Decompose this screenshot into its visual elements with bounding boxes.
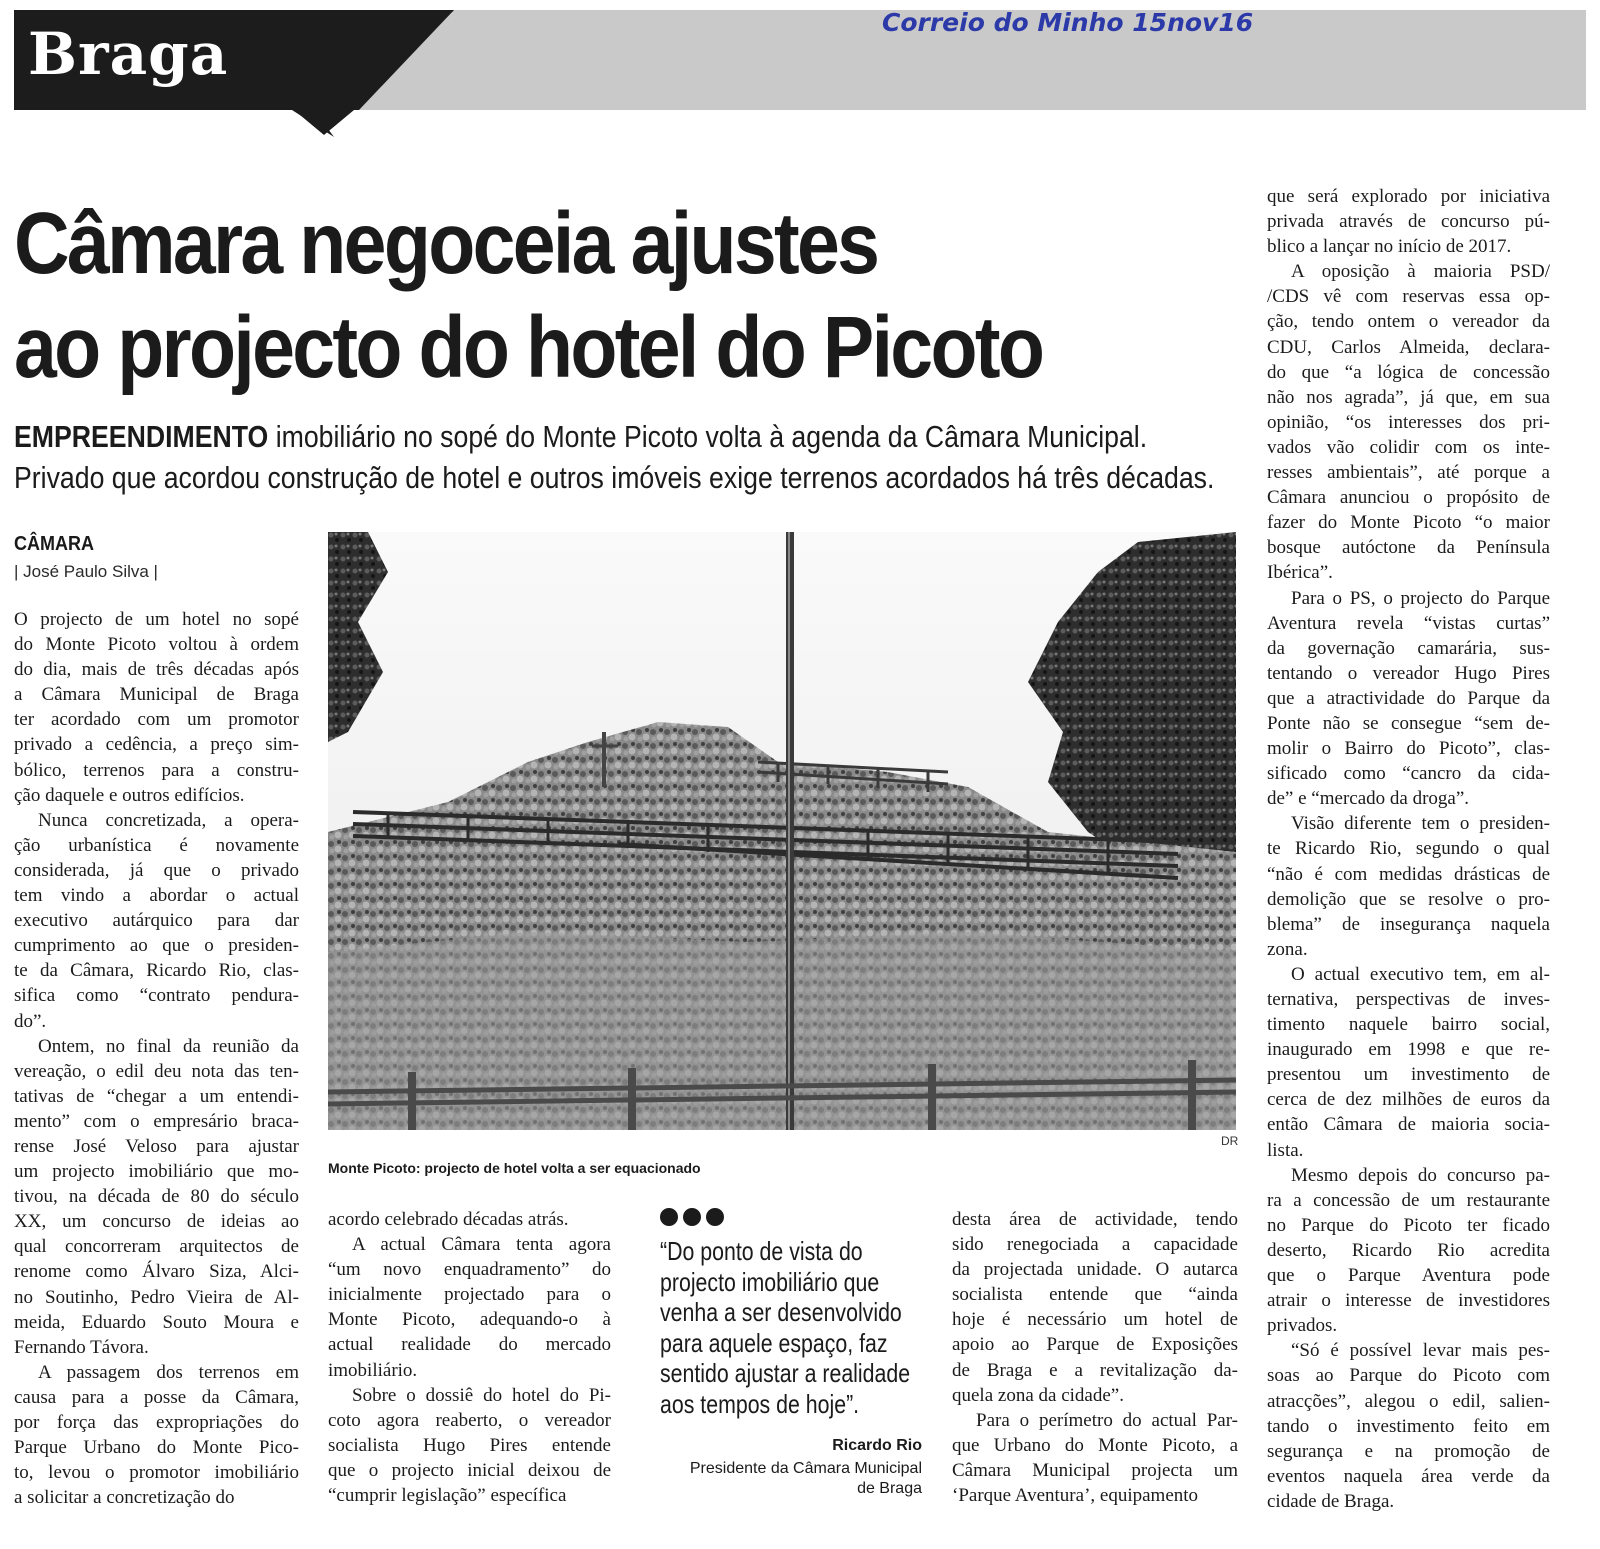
quote-role-line: Presidente da Câmara Municipal: [689, 1460, 922, 1477]
text-line: Visão diferente tem o presiden-: [1291, 813, 1550, 835]
headline: [14, 192, 1129, 400]
text-line: bosque autóctone da Península: [1267, 537, 1550, 559]
text-line: Fernando Távora.: [14, 1336, 149, 1358]
paragraph: [1267, 962, 1550, 1163]
text-line: quela zona da cidade”.: [952, 1384, 1124, 1406]
text-line: privada através de concurso pú-: [1267, 211, 1550, 233]
body-column-5: [1267, 184, 1550, 1514]
text-line: apoio ao Parque de Exposições: [952, 1334, 1238, 1356]
text-line: zona.: [1267, 938, 1308, 960]
text-line: CDU, Carlos Almeida, declara-: [1267, 336, 1550, 358]
text-line: XX, um concurso de ideias ao: [14, 1211, 299, 1233]
paragraph: [952, 1408, 1238, 1508]
lead: [14, 416, 1215, 498]
text-line: “não é com medidas drásticas de: [1267, 863, 1550, 885]
text-line: fazer do Monte Picoto “o maior: [1267, 512, 1550, 534]
paragraph: [328, 1207, 611, 1232]
text-line: blema” de insegurança naquela: [1267, 913, 1550, 935]
text-line: sificado como “cancro da cida-: [1267, 763, 1550, 785]
text-line: ção urbanística é novamente: [14, 834, 299, 856]
quote-line: projecto imobiliário que: [660, 1266, 880, 1297]
text-line: opinião, “os interesses dos pri-: [1267, 411, 1550, 433]
text-line: bólico, terrenos para a constru-: [14, 759, 299, 781]
text-line: soas ao Parque do Picoto com: [1267, 1365, 1550, 1387]
text-line: da governação camarária, sus-: [1267, 637, 1550, 659]
paragraph: [1267, 1163, 1550, 1339]
text-line: cerca de dez milhões de euros da: [1267, 1089, 1550, 1111]
text-line: deserto, Ricardo Rio acredita: [1267, 1239, 1550, 1261]
text-line: “um novo enquadramento” do: [328, 1259, 611, 1281]
text-line: demolição que se resolve o pro-: [1267, 888, 1550, 910]
lead-line-1: [14, 416, 1201, 457]
text-line: tentando o vereador Hugo Pires: [1267, 662, 1550, 684]
paragraph: [14, 1034, 299, 1360]
text-line: Aventura revela “vistas curtas”: [1267, 612, 1550, 634]
text-line: timento naquele bairro social,: [1267, 1014, 1550, 1036]
text-line: Ponte não se consegue “sem de-: [1267, 712, 1550, 734]
quote-line: aos tempos de hoje”.: [660, 1388, 860, 1419]
photo-credit: DR: [1221, 1134, 1239, 1148]
source-note: Correio do Minho 15nov16: [882, 8, 1254, 37]
text-line: tem vindo a abordar o actual: [14, 885, 299, 907]
body-column-1: [14, 607, 299, 1510]
text-line: inicialmente projectado para o: [328, 1284, 611, 1306]
text-line: a Câmara Municipal de Braga: [14, 684, 299, 706]
quote-dots-icon: [660, 1208, 729, 1231]
text-line: no Parque do Picoto ter ficado: [1267, 1214, 1550, 1236]
text-line: um projecto imobiliário que mo-: [14, 1161, 299, 1183]
text-line: que Urbano do Monte Picoto, a: [952, 1434, 1238, 1456]
text-line: imobiliário.: [328, 1359, 418, 1381]
author-byline: | José Paulo Silva |: [14, 562, 158, 581]
text-line: do Monte Picoto voltou à ordem: [14, 634, 299, 656]
text-line: que o Parque Aventura pode: [1267, 1265, 1550, 1287]
text-line: ternativa, perspectivas de inves-: [1267, 989, 1550, 1010]
paragraph: [1267, 184, 1550, 259]
text-line: meida, Eduardo Souto Moura e: [14, 1311, 299, 1333]
paragraph: [328, 1383, 611, 1508]
section-tag: CÂMARA: [14, 533, 95, 555]
text-line: sido renegociada a capacidade: [952, 1234, 1238, 1256]
text-line: causa para a posse da Câmara,: [14, 1386, 299, 1408]
text-line: Parque Urbano do Monte Pico-: [14, 1437, 299, 1459]
lead-line-2: Privado que acordou construção de hotel e outros imóveis exige terrenos acordados há três décadas.: [14, 460, 1215, 495]
text-line: A actual Câmara tenta agora: [352, 1234, 611, 1256]
text-line: executivo autárquico para dar: [14, 910, 299, 932]
text-line: a solicitar a concretização do: [14, 1487, 235, 1509]
text-line: Nunca concretizada, a opera-: [38, 809, 299, 831]
text-line: ter acordado com um promotor: [14, 709, 299, 731]
text-line: do que “a lógica de concessão: [1267, 361, 1550, 383]
text-line: da projectada unidade. O autarca: [952, 1259, 1238, 1281]
text-line: por força das expropriações do: [14, 1412, 299, 1433]
text-line: socialista entende que “ainda: [952, 1284, 1238, 1306]
text-line: qual concorreram arquitectos de: [14, 1236, 299, 1258]
text-line: A oposição à maioria PSD/: [1291, 261, 1550, 283]
text-line: lista.: [1267, 1139, 1304, 1161]
text-line: to, levou o promotor imobiliário: [14, 1462, 299, 1484]
text-line: que a atractividade do Parque da: [1267, 687, 1550, 709]
text-line: Mesmo depois do concurso pa-: [1291, 1164, 1550, 1186]
quote-author-name: Ricardo Rio: [832, 1437, 922, 1454]
paragraph: [328, 1232, 611, 1383]
paragraph: [14, 1360, 299, 1511]
headline-line-1: Câmara negoceia ajustes: [14, 195, 878, 292]
text-line: atrair o interesse de investidores: [1267, 1290, 1550, 1312]
text-line: renome como Álvaro Siza, Alci-: [14, 1261, 299, 1283]
photo-caption: Monte Picoto: projecto de hotel volta a ser equacionado: [328, 1160, 701, 1176]
text-line: inaugurado em 1998 e que re-: [1267, 1039, 1550, 1061]
pull-quote: [660, 1236, 911, 1419]
text-line: cidade de Braga.: [1267, 1490, 1395, 1512]
text-line: segurança e na promoção de: [1267, 1440, 1550, 1462]
lead-text-1: imobiliário no sopé do Monte Picoto volta à agenda da Câmara Municipal.: [275, 419, 1148, 454]
quote-line: “Do ponto de vista do: [660, 1236, 863, 1266]
text-line: rense José Veloso para ajustar: [14, 1135, 299, 1157]
body-column-4: [952, 1207, 1238, 1508]
body-column-2: [328, 1207, 611, 1508]
text-line: O projecto de um hotel no sopé: [14, 609, 299, 630]
text-line: Ontem, no final da reunião da: [38, 1035, 299, 1057]
text-line: mento” com o empresário braca-: [14, 1110, 299, 1132]
text-line: privados.: [1267, 1315, 1338, 1337]
text-line: eventos naquela área verde da: [1267, 1465, 1550, 1487]
text-line: que será explorado por iniciativa: [1267, 186, 1550, 207]
text-line: tivou, na década de 80 do século: [14, 1186, 299, 1208]
text-line: atracções”, alegou o edil, salien-: [1267, 1390, 1550, 1412]
text-line: socialista Hugo Pires entende: [328, 1434, 611, 1456]
lead-kicker: EMPREENDIMENTO: [14, 419, 269, 454]
text-line: Câmara anunciou o propósito de: [1267, 487, 1550, 509]
text-line: desta área de actividade, tendo: [952, 1209, 1238, 1230]
paragraph: [14, 808, 299, 1034]
text-line: Para o perímetro do actual Par-: [976, 1409, 1238, 1431]
text-line: te Ricardo Rio, segundo o qual: [1267, 838, 1550, 860]
text-line: privado a cedência, a preço sim-: [14, 734, 299, 756]
text-line: A passagem dos terrenos em: [38, 1361, 299, 1383]
text-line: molir o Bairro do Picoto”, clas-: [1267, 738, 1550, 760]
quote-line: venha a ser desenvolvido: [660, 1297, 902, 1327]
paragraph: [1267, 811, 1550, 962]
article-photo: [328, 532, 1236, 1130]
text-line: /CDS vê com reservas essa op-: [1267, 286, 1550, 308]
paragraph: [952, 1207, 1238, 1408]
text-line: Sobre o dossiê do hotel do Pi-: [352, 1384, 611, 1406]
text-line: blico a lançar no início de 2017.: [1267, 236, 1512, 258]
text-line: que o projecto inicial deixou de: [328, 1459, 611, 1481]
text-line: coto agora reaberto, o vereador: [328, 1409, 611, 1431]
text-line: ção, tendo ontem o vereador da: [1267, 311, 1550, 333]
quote-line: sentido ajustar a realidade: [660, 1358, 911, 1388]
text-line: resses ambientais”, até porque a: [1267, 462, 1550, 484]
text-line: hoje é necessário um hotel de: [952, 1309, 1238, 1331]
text-line: de Braga e a revitalização da-: [952, 1359, 1238, 1381]
text-line: ‘Parque Aventura’, equipamento: [952, 1485, 1199, 1507]
text-line: tando o investimento feito em: [1267, 1415, 1550, 1437]
text-line: “Só é possível levar mais pes-: [1291, 1340, 1550, 1362]
text-line: sifica como “contrato pendura-: [14, 985, 299, 1007]
text-line: acordo celebrado décadas atrás.: [328, 1209, 569, 1230]
text-line: Para o PS, o projecto do Parque: [1291, 587, 1550, 609]
headline-line-2: ao projecto do hotel do Picoto: [14, 299, 1043, 396]
text-line: considerada, já que o privado: [14, 859, 299, 881]
text-line: então Câmara de maioria socia-: [1267, 1114, 1550, 1136]
text-line: te da Câmara, Ricardo Rio, clas-: [14, 960, 299, 982]
text-line: actual realidade do mercado: [328, 1334, 611, 1356]
text-line: O actual executivo tem, em al-: [1291, 963, 1550, 985]
quote-author-role: [640, 1459, 922, 1499]
text-line: tativas de “chegar a um entendi-: [14, 1085, 299, 1107]
text-line: cumprimento ao que o presiden-: [14, 935, 299, 957]
paragraph: [1267, 259, 1550, 585]
text-line: ra a concessão de um restaurante: [1267, 1189, 1550, 1211]
paragraph: [14, 607, 299, 808]
quote-role-line: de Braga: [857, 1480, 922, 1497]
text-line: no Soutinho, Pedro Vieira de Al-: [14, 1286, 299, 1308]
text-line: “cumprir legislação” específica: [328, 1485, 567, 1507]
text-line: Câmara Municipal projecta um: [952, 1459, 1238, 1481]
text-line: ção daquele e outros edifícios.: [14, 784, 245, 806]
text-line: vados vão colidir com os inte-: [1267, 436, 1550, 458]
photo-monte-picoto: [328, 532, 1236, 1130]
text-line: presentou um investimento de: [1267, 1064, 1550, 1086]
text-line: não nos agrada”, já que, em sua: [1267, 386, 1550, 408]
paragraph: [1267, 586, 1550, 812]
text-line: Ibérica”.: [1267, 562, 1333, 584]
text-line: Monte Picoto, adequando-o à: [328, 1309, 611, 1331]
paragraph: [1267, 1338, 1550, 1514]
text-line: do”.: [14, 1010, 47, 1032]
text-line: vereação, o edil deu nota das ten-: [14, 1060, 299, 1082]
text-line: de” e “mercado da droga”.: [1267, 788, 1470, 810]
text-line: do dia, mais de três décadas após: [14, 659, 299, 681]
section-label: Braga: [28, 20, 229, 88]
quote-line: para aquele espaço, faz: [660, 1327, 888, 1358]
